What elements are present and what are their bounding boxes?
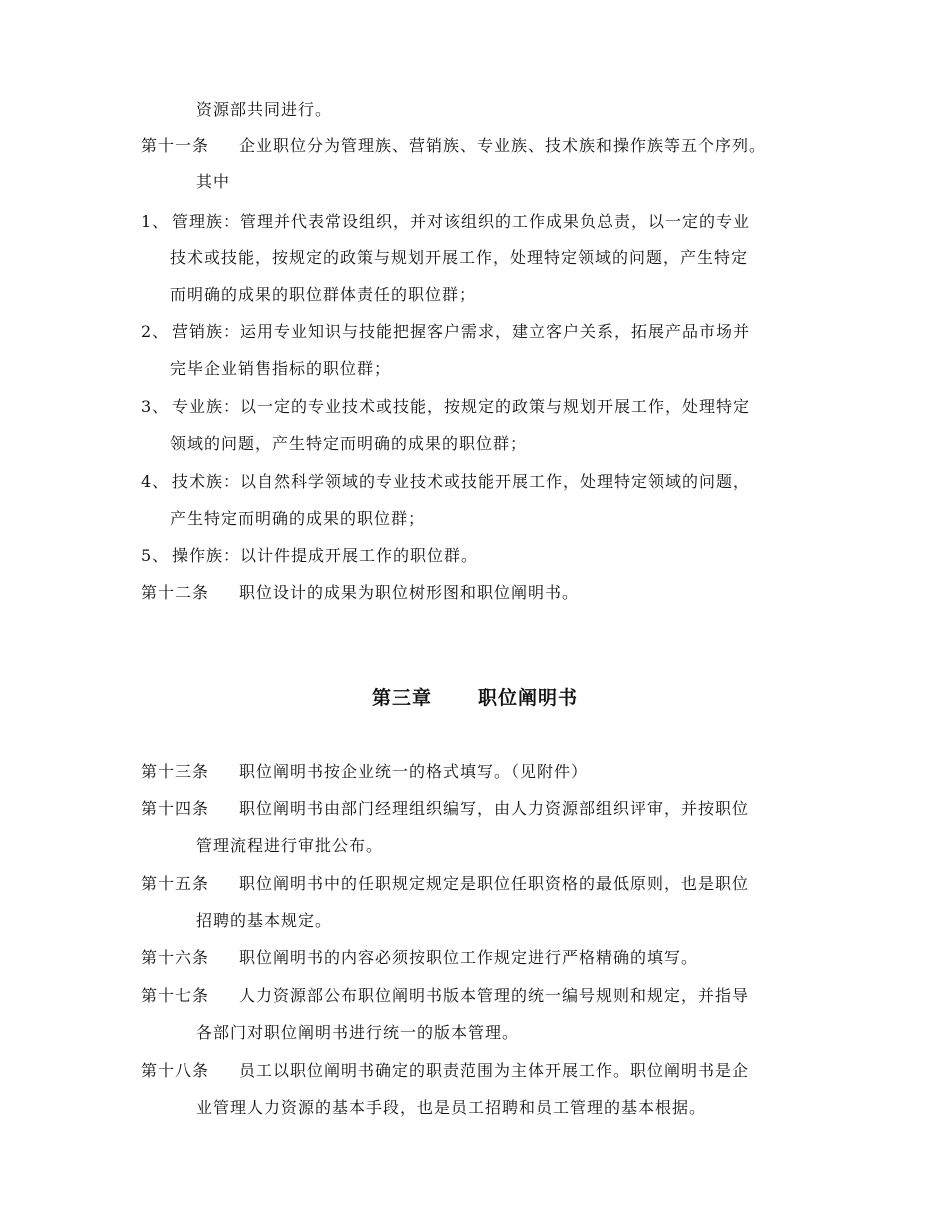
paragraph-continuation: 资源部共同进行。 [196,100,333,119]
list-item-3-line-2: 领域的问题，产生特定而明确的成果的职位群； [170,434,528,453]
article-14-text-line-2: 管理流程进行审批公布。 [196,836,384,855]
article-15-label: 第十五条 [141,874,210,893]
list-item-4-line-2: 产生特定而明确的成果的职位群； [170,509,426,528]
list-item-3-line-1: 专业族：以一定的专业技术或技能，按规定的政策与规划开展工作，处理特定 [172,397,751,416]
article-18-label: 第十八条 [141,1061,210,1080]
article-14-label: 第十四条 [141,799,210,818]
article-12-text-line-1: 职位设计的成果为职位树形图和职位阐明书。 [239,583,580,602]
article-17-text-line-2: 各部门对职位阐明书进行统一的版本管理。 [196,1023,520,1042]
list-item-1-line-3: 而明确的成果的职位群体责任的职位群； [170,285,477,304]
list-item-2-line-1: 营销族：运用专业知识与技能把握客户需求，建立客户关系，拓展产品市场并 [172,322,751,341]
article-13-label: 第十三条 [141,762,210,781]
article-12-label: 第十二条 [141,583,210,602]
chapter-heading [0,686,950,710]
list-item-2-number: 2、 [141,322,170,341]
article-11-text-line-1: 企业职位分为管理族、营销族、专业族、技术族和操作族等五个序列。 [239,136,767,155]
list-item-3-number: 3、 [141,397,170,416]
list-item-2-line-2: 完毕企业销售指标的职位群； [170,359,392,378]
article-17-label: 第十七条 [141,986,210,1005]
chapter-title: 职位阐明书 [478,687,579,709]
list-item-5-number: 5、 [141,546,170,565]
article-14-text-line-1: 职位阐明书由部门经理组织编写，由人力资源部组织评审，并按职位 [239,799,750,818]
chapter-number: 第三章 [371,687,432,709]
article-16-label: 第十六条 [141,948,210,967]
list-item-5-line-1: 操作族：以计件提成开展工作的职位群。 [172,546,479,565]
article-18-text-line-2: 业管理人力资源的基本手段，也是员工招聘和员工管理的基本根据。 [196,1098,707,1117]
list-item-1-line-1: 管理族：管理并代表常设组织，并对该组织的工作成果负总责，以一定的专业 [172,212,751,231]
article-17-text-line-1: 人力资源部公布职位阐明书版本管理的统一编号规则和规定，并指导 [239,986,750,1005]
article-11-label: 第十一条 [141,136,210,155]
list-item-4-line-1: 技术族：以自然科学领域的专业技术或技能开展工作，处理特定领域的问题， [172,472,751,491]
list-item-4-number: 4、 [141,472,170,491]
article-11-text-line-2: 其中 [196,172,231,191]
article-13-text-line-1: 职位阐明书按企业统一的格式填写。（见附件） [239,762,589,781]
list-item-1-line-2: 技术或技能，按规定的政策与规划开展工作，处理特定领域的问题，产生特定 [170,248,749,267]
article-15-text-line-1: 职位阐明书中的任职规定规定是职位任职资格的最低原则，也是职位 [239,874,750,893]
list-item-1-number: 1、 [141,212,170,231]
article-15-text-line-2: 招聘的基本规定。 [196,911,333,930]
article-18-text-line-1: 员工以职位阐明书确定的职责范围为主体开展工作。职位阐明书是企 [239,1061,750,1080]
article-16-text-line-1: 职位阐明书的内容必须按职位工作规定进行严格精确的填写。 [239,948,699,967]
